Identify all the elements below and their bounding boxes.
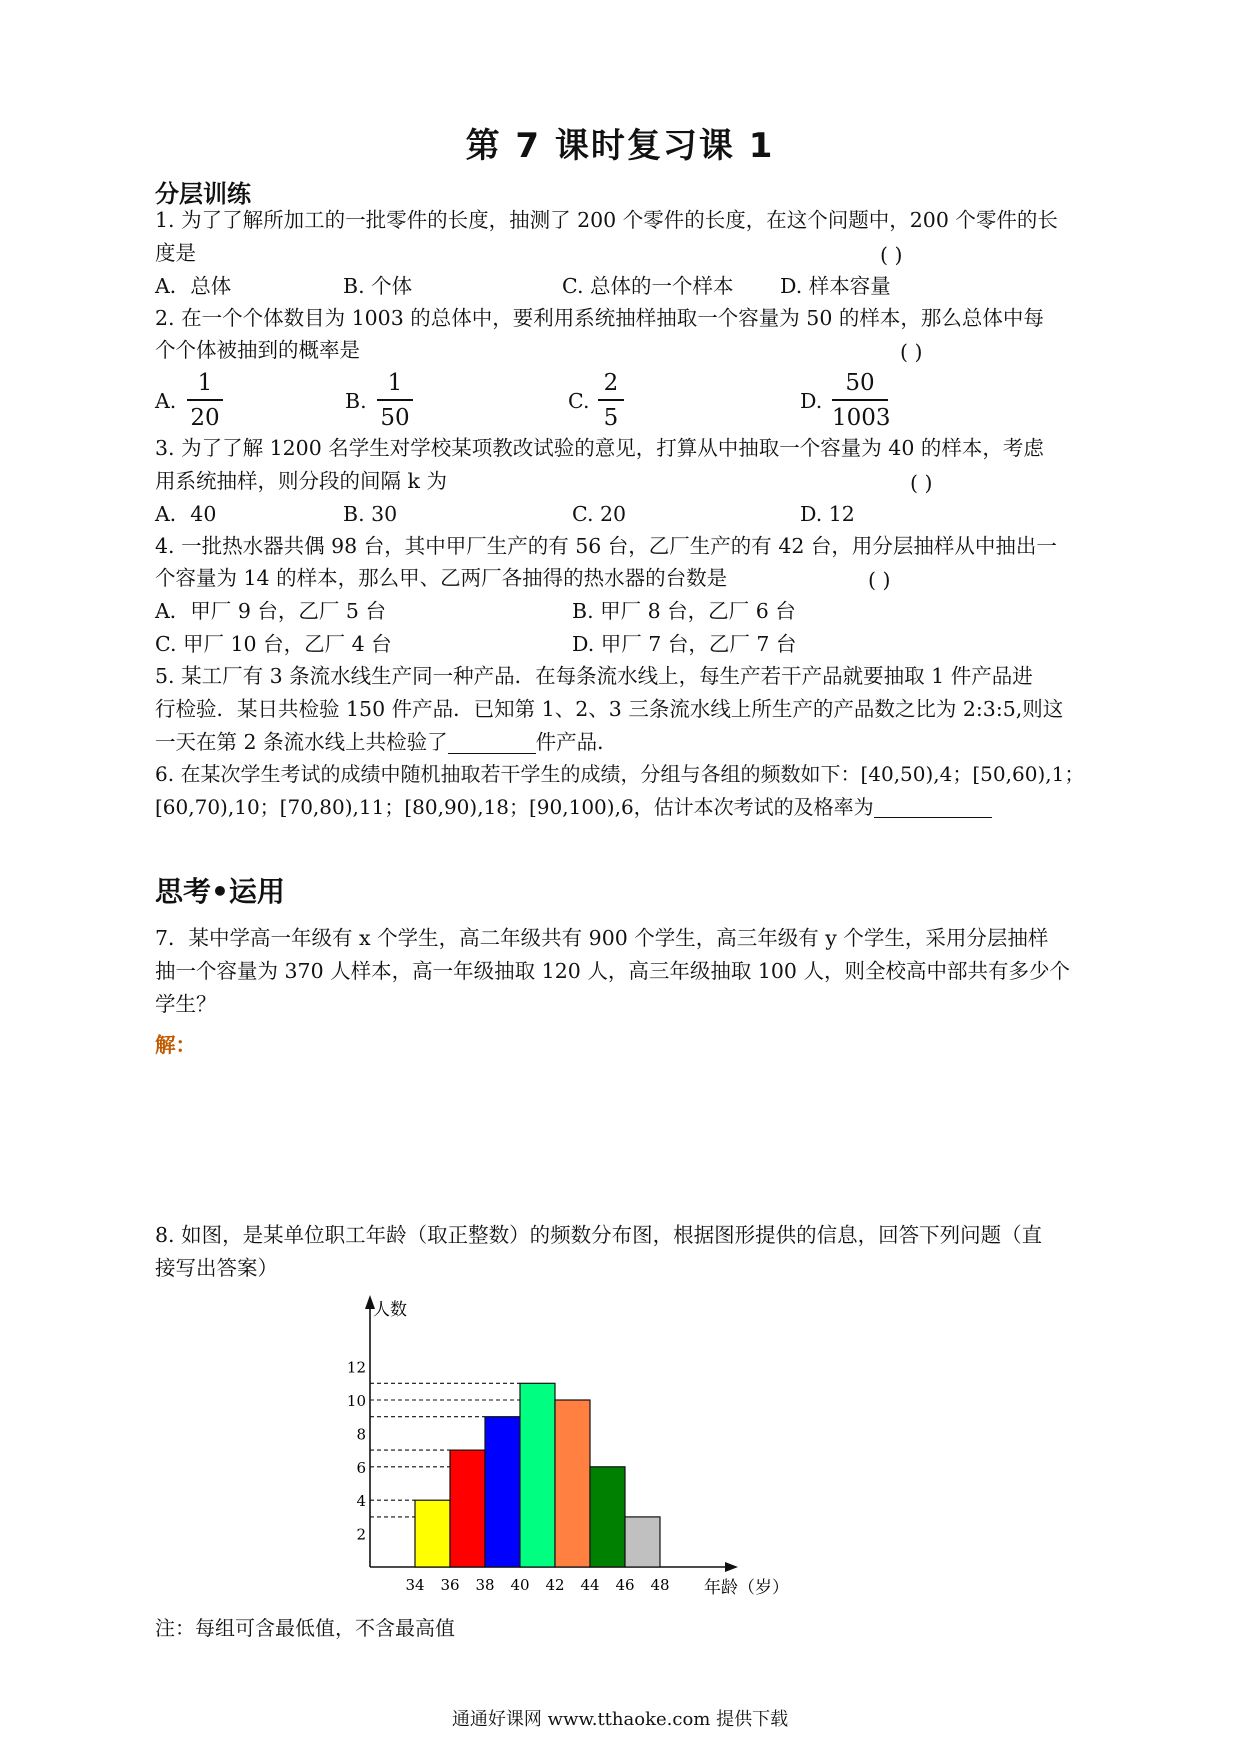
q7-line2: 抽一个容量为 370 人样本，高一年级抽取 120 人，高三年级抽取 100 人，则全校高中部共有多少个 xyxy=(155,959,1070,983)
y-tick-label: 4 xyxy=(356,1492,366,1511)
page-title: 第 7 课时复习课 1 xyxy=(465,126,775,166)
x-tick-label: 38 xyxy=(475,1576,495,1594)
q1-option-c: C. 总体的一个样本 xyxy=(562,274,734,298)
q5-line1: 5. 某工厂有 3 条流水线生产同一种产品．在每条流水线上，每生产若干产品就要抽取 1 件产品进 xyxy=(155,664,1033,688)
q2-option-a-label: A. xyxy=(155,389,177,413)
fraction-numerator: 1 xyxy=(377,372,413,401)
q4-line1: 4. 一批热水器共偶 98 台，其中甲厂生产的有 56 台，乙厂生产的有 42 台，用分层抽样从中抽出一 xyxy=(155,534,1057,558)
q6-answer-blank[interactable] xyxy=(874,797,992,818)
q2-option-d-fraction xyxy=(832,370,891,431)
histogram-bar xyxy=(415,1500,450,1567)
q7-line3: 学生？ xyxy=(155,992,217,1016)
q5-line2: 行检验．某日共检验 150 件产品．已知第 1、2、3 三条流水线上所生产的产品数之比为 2:3:5,则这 xyxy=(155,697,1064,721)
x-tick-label: 42 xyxy=(545,1576,565,1594)
y-tick-label: 6 xyxy=(356,1458,366,1477)
q1-line2: 度是 xyxy=(155,241,196,265)
q1-answer-paren: ( ) xyxy=(880,243,903,267)
histogram-bar xyxy=(450,1450,485,1567)
y-tick-label: 12 xyxy=(346,1358,366,1377)
q1-option-b: B. 个体 xyxy=(343,274,413,298)
y-tick-label: 10 xyxy=(346,1392,366,1410)
q2-line2: 个个体被抽到的概率是 xyxy=(155,338,360,362)
q4-answer-paren: ( ) xyxy=(868,568,891,592)
q1-line1: 1. 为了了解所加工的一批零件的长度，抽测了 200 个零件的长度，在这个问题中，200 个零件的长 xyxy=(155,208,1058,232)
x-tick-label: 48 xyxy=(650,1576,670,1594)
x-axis-label: 年龄（岁） xyxy=(704,1578,789,1598)
q8-line1: 8. 如图，是某单位职工年龄（取正整数）的频数分布图，根据图形提供的信息，回答下列问题（直 xyxy=(155,1223,1043,1247)
q3-option-c: C. 20 xyxy=(572,502,627,526)
y-axis-label: 人数 xyxy=(373,1300,407,1320)
section-heading-think-apply: 思考•运用 xyxy=(155,875,285,908)
x-tick-label: 46 xyxy=(615,1576,635,1594)
q6-line2 xyxy=(155,797,992,818)
y-tick-label: 2 xyxy=(356,1525,366,1544)
q7-line1: 7．某中学高一年级有 x 个学生，高二年级共有 900 个学生，高三年级有 y 个学生，采用分层抽样 xyxy=(155,926,1049,950)
q2-option-c-fraction xyxy=(598,372,624,430)
x-tick-label: 40 xyxy=(510,1576,530,1594)
q2-line1: 2. 在一个个体数目为 1003 的总体中，要利用系统抽样抽取一个容量为 50 的样本，那么总体中每 xyxy=(155,306,1044,330)
q8-line2: 接写出答案） xyxy=(155,1256,278,1280)
y-tick-label: 8 xyxy=(356,1425,366,1444)
q5-line3-suffix: 件产品． xyxy=(535,730,618,754)
fraction-numerator: 50 xyxy=(832,372,888,401)
q4-option-a: A．甲厂 9 台，乙厂 5 台 xyxy=(155,599,386,623)
q3-option-a: A．40 xyxy=(155,502,217,526)
page-footer: 通通好课网 www.tthaoke.com 提供下载 xyxy=(451,1709,789,1730)
q3-option-d: D. 12 xyxy=(800,502,855,526)
q6-line1: 6. 在某次学生考试的成绩中随机抽取若干学生的成绩，分组与各组的频数如下：[40,50),4；[50,60),1； xyxy=(155,762,1085,786)
histogram-bar xyxy=(590,1467,625,1567)
q5-answer-blank[interactable] xyxy=(448,732,536,754)
histogram-bar xyxy=(485,1417,520,1567)
q7-solution-label: 解： xyxy=(155,1033,196,1057)
fraction-denominator: 1003 xyxy=(832,405,891,431)
q1-option-d: D. 样本容量 xyxy=(780,274,891,298)
q2-option-c-label: C. xyxy=(568,389,590,413)
age-histogram xyxy=(330,1285,790,1610)
q4-option-b: B. 甲厂 8 台，乙厂 6 台 xyxy=(572,599,796,623)
q2-option-d-label: D. xyxy=(800,389,823,413)
fraction-denominator: 5 xyxy=(603,405,619,431)
q8-note: 注：每组可含最低值，不含最高值 xyxy=(155,1616,455,1640)
fraction-denominator: 50 xyxy=(380,405,410,431)
fraction-denominator: 20 xyxy=(190,405,220,431)
histogram-bar xyxy=(625,1517,660,1567)
q3-line2: 用系统抽样，则分段的间隔 k 为 xyxy=(155,469,447,493)
q2-answer-paren: ( ) xyxy=(900,340,923,364)
q3-answer-paren: ( ) xyxy=(910,471,933,495)
x-tick-label: 44 xyxy=(580,1576,600,1594)
section-heading-layered-training: 分层训练 xyxy=(155,180,251,208)
q2-option-b-fraction xyxy=(377,372,413,430)
q3-option-b: B. 30 xyxy=(343,502,398,526)
q2-option-b-label: B. xyxy=(345,389,367,413)
x-axis-arrow-icon xyxy=(725,1562,738,1572)
fraction-numerator: 2 xyxy=(598,372,624,401)
x-tick-label: 36 xyxy=(440,1576,460,1594)
q1-option-a: A．总体 xyxy=(155,274,232,298)
fraction-numerator: 1 xyxy=(187,372,223,401)
q3-line1: 3. 为了了解 1200 名学生对学校某项教改试验的意见，打算从中抽取一个容量为 40 的样本，考虑 xyxy=(155,436,1044,460)
q6-line2-text: [60,70),10；[70,80),11；[80,90),18；[90,100),6，估计本次考试的及格率为 xyxy=(155,795,874,819)
q5-line3 xyxy=(155,732,618,754)
q5-line3-text: 一天在第 2 条流水线上共检验了 xyxy=(155,730,448,754)
q4-option-d: D. 甲厂 7 台，乙厂 7 台 xyxy=(572,632,797,656)
q2-option-a-fraction xyxy=(187,372,223,430)
histogram-bar xyxy=(520,1383,555,1567)
histogram-bar xyxy=(555,1400,590,1567)
x-tick-label: 34 xyxy=(405,1576,425,1594)
q4-option-c: C. 甲厂 10 台，乙厂 4 台 xyxy=(155,632,392,656)
q4-line2: 个容量为 14 的样本，那么甲、乙两厂各抽得的热水器的台数是 xyxy=(155,566,728,590)
